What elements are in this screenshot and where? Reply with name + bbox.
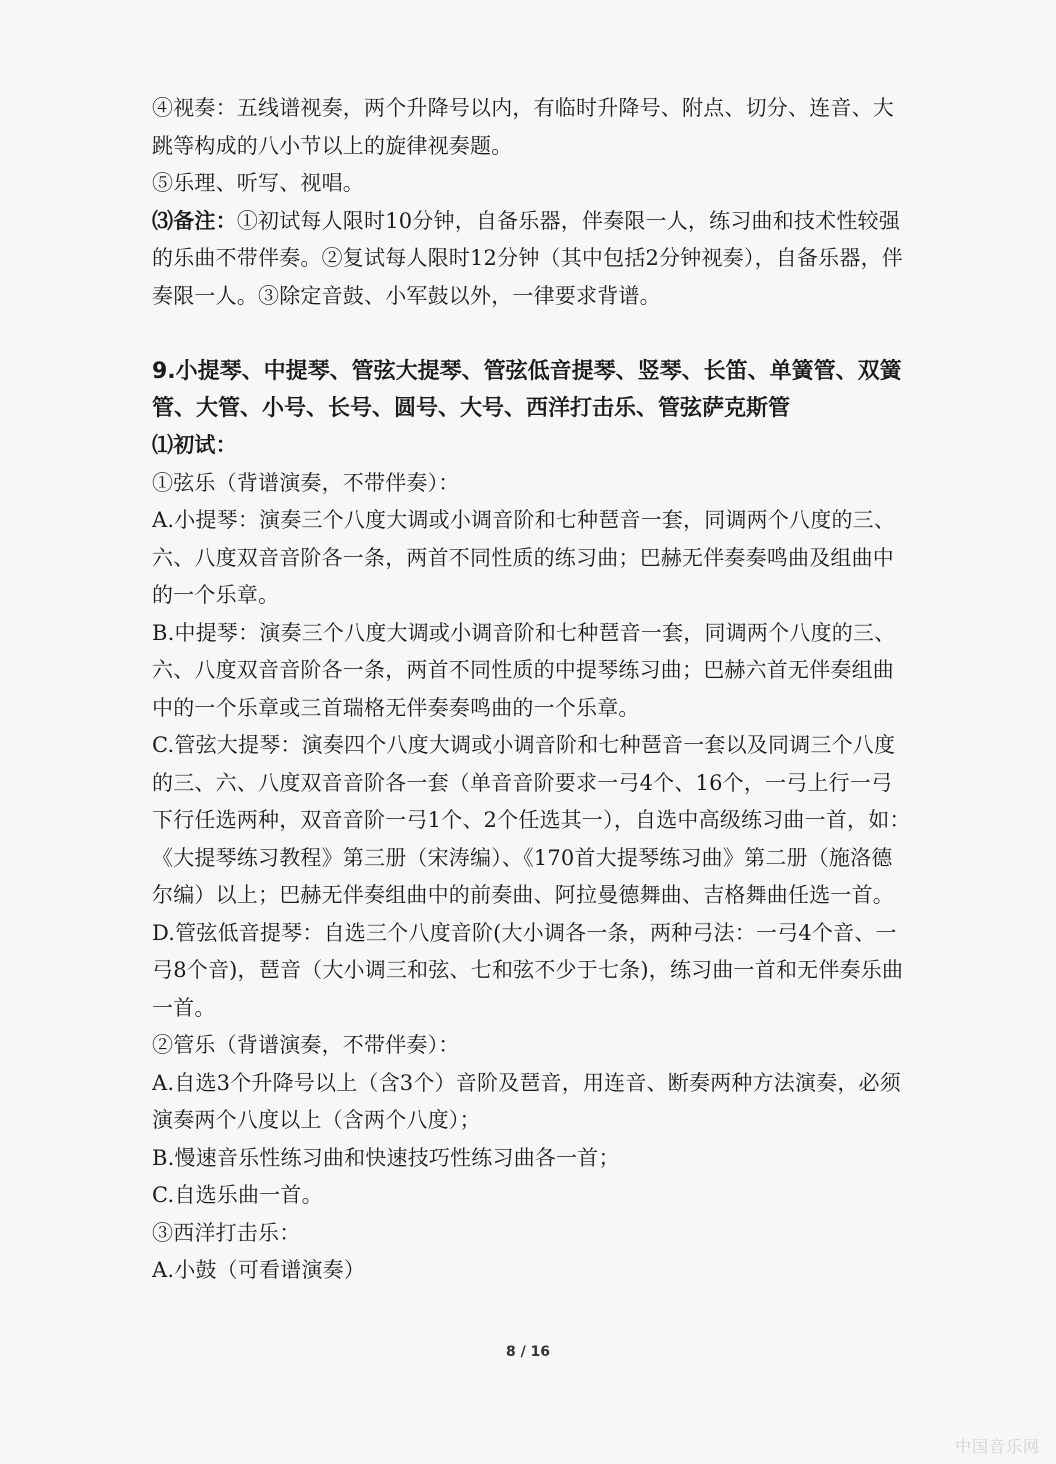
page-content	[152, 90, 912, 1290]
winds-header: ②管乐（背谱演奏，不带伴奏）：	[152, 1033, 460, 1057]
sight-reading-item: ④视奏：五线谱视奏，两个升降号以内，有临时升降号、附点、切分、连音、大跳等构成的八小节以上的旋律视奏题。	[152, 96, 894, 158]
remarks-paragraph	[152, 203, 912, 316]
theory-item: ⑤乐理、听写、视唱。	[152, 171, 364, 195]
section-9-title: 9.小提琴、中提琴、管弦大提琴、管弦低音提琴、竖琴、长笛、单簧管、双簧管、大管、小号、长号、圆号、大号、西洋打击乐、管弦萨克斯管	[152, 359, 902, 421]
percussion-header: ③西洋打击乐：	[152, 1220, 301, 1245]
remarks-label: ⑶备注：	[152, 208, 237, 233]
winds-item-b: B.慢速音乐性练习曲和快速技巧性练习曲各一首；	[152, 1145, 620, 1170]
percussion-item-a: A.小鼓（可看谱演奏）	[152, 1258, 366, 1282]
winds-item-a: A.自选3个升降号以上（含3个）音阶及琶音，用连音、断奏两种方法演奏，必须演奏两个八度以上（含两个八度）；	[152, 1070, 901, 1132]
violin-requirements: A.小提琴：演奏三个八度大调或小调音阶和七种琶音一套，同调两个八度的三、六、八度双音音阶各一条，两首不同性质的练习曲；巴赫无伴奏奏鸣曲及组曲中的一个乐章。	[152, 508, 896, 607]
initial-exam-heading: ⑴初试：	[152, 433, 237, 457]
viola-requirements: B.中提琴：演奏三个八度大调或小调音阶和七种琶音一套，同调两个八度的三、六、八度双音音阶各一条，两首不同性质的中提琴练习曲；巴赫六首无伴奏组曲中的一个乐章或三首瑞格无伴奏奏鸣曲的一个乐章。	[152, 620, 896, 720]
watermark-logo: 中国音乐网	[954, 1437, 1040, 1456]
cello-requirements: C.管弦大提琴：演奏四个八度大调或小调音阶和七种琶音一套以及同调三个八度的三、六、八度双音音阶各一套（单音音阶要求一弓4个、16个，一弓上行一弓下行任选两种，双音音阶一弓1个、2个任选其一），自选中高级练习曲一首，如：《大提琴练习教程》第三册（宋涛编）、《170首大提琴练习曲》第二册（施洛德尔编）以上；巴赫无伴奏组曲中的前奏曲、阿拉曼德舞曲、吉格舞曲任选一首。	[152, 733, 911, 907]
page-number: 8 / 16	[505, 1344, 551, 1360]
remarks-text: ①初试每人限时10分钟，自备乐器，伴奏限一人，练习曲和技术性较强的乐曲不带伴奏。②复试每人限时12分钟（其中包括2分钟视奏），自备乐器，伴奏限一人。③除定音鼓、小军鼓以外，一律要求背谱。	[152, 208, 903, 308]
strings-header: ①弦乐（背谱演奏，不带伴奏）：	[152, 470, 460, 495]
double-bass-requirements: D.管弦低音提琴：自选三个八度音阶(大小调各一条，两种弓法：一弓4个音、一弓8个音)，琶音（大小调三和弦、七和弦不少于七条)，练习曲一首和无伴奏乐曲一首。	[152, 920, 904, 1020]
winds-item-c: C.自选乐曲一首。	[152, 1183, 323, 1207]
